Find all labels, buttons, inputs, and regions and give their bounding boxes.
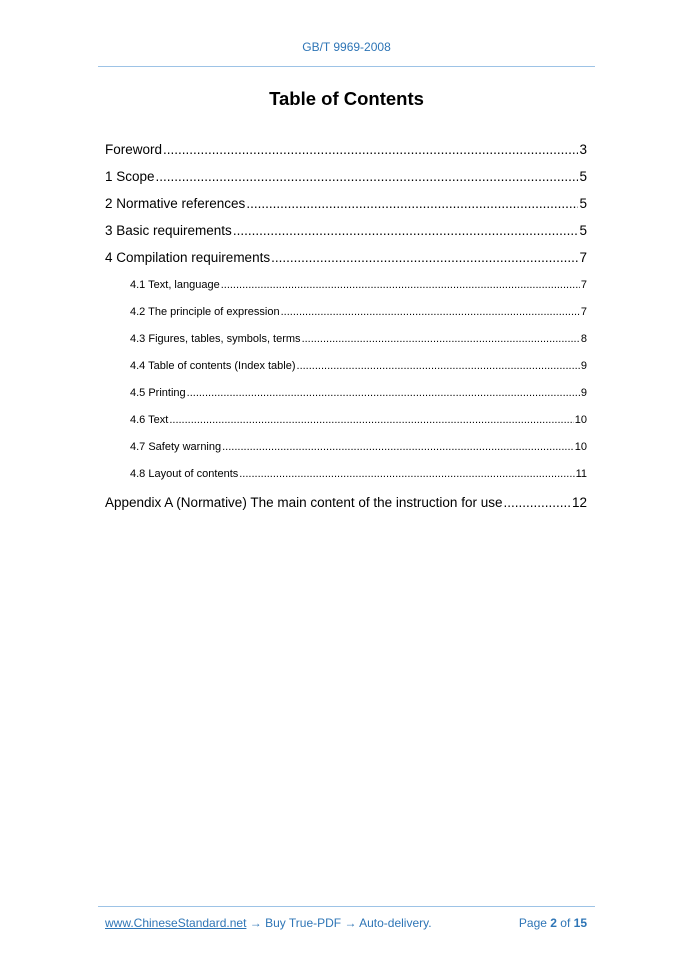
header-divider [98,66,595,67]
page-indicator [519,916,587,930]
toc-leader-dots [169,414,573,426]
standard-code: GB/T 9969-2008 [302,40,391,54]
toc-leader-dots [271,250,578,265]
toc-entry-safety-warning[interactable] [130,441,587,453]
toc-page-number: 11 [575,468,587,480]
total-pages: 15 [573,916,587,930]
toc-leader-dots [187,387,580,399]
toc-page-number: 9 [580,387,587,399]
toc-leader-dots [246,196,578,211]
page-prefix: Page [518,916,551,930]
toc-entry-foreword[interactable] [105,142,587,157]
toc-page-number: 7 [580,306,587,318]
toc-leader-dots [281,306,580,318]
toc-entry-scope[interactable] [105,169,587,184]
toc-entry-label: 4.8 Layout of contents [130,468,239,480]
toc-entry-label: Appendix A (Normative) The main content of the instruction for use [105,495,503,510]
toc-entry-label: 4.3 Figures, tables, symbols, terms [130,333,301,345]
toc-page-number: 9 [580,360,587,372]
footer-divider [98,906,595,907]
toc-entry-printing[interactable] [130,387,587,399]
toc-page-number: 3 [579,142,587,157]
toc-entry-label: 1 Scope [105,169,155,184]
toc-entry-label: 4.2 The principle of expression [130,306,280,318]
toc-page-number: 5 [579,196,587,211]
toc-entry-text[interactable] [130,414,587,426]
toc-entry-appendix-a[interactable] [105,495,587,510]
toc-leader-dots [221,279,580,291]
toc-entry-normative-references[interactable] [105,196,587,211]
footer-promo [105,916,432,930]
toc-leader-dots [222,441,574,453]
toc-entry-layout-of-contents[interactable] [130,468,587,480]
current-page-number: 2 [550,916,557,930]
toc-leader-dots [302,333,580,345]
page-of: of [556,916,574,930]
toc-page-number: 5 [579,169,587,184]
toc-page-number: 12 [571,495,587,510]
website-link[interactable]: www.ChineseStandard.net [105,916,247,930]
toc-entry-label: 4 Compilation requirements [105,250,271,265]
toc-page-number: 5 [579,223,587,238]
toc-entry-label: 4.1 Text, language [130,279,220,291]
toc-entry-basic-requirements[interactable] [105,223,587,238]
toc-page-number: 8 [580,333,587,345]
toc-page-number: 7 [580,279,587,291]
toc-leader-dots [233,223,579,238]
toc-entry-index-table[interactable] [130,360,587,372]
page-title: Table of Contents [269,88,424,109]
toc-page-number: 10 [574,441,587,453]
toc-leader-dots [297,360,580,372]
toc-entry-compilation-requirements[interactable] [105,250,587,265]
toc-leader-dots [156,169,579,184]
toc-entry-text-language[interactable] [130,279,587,291]
toc-page-number: 10 [574,414,587,426]
toc-leader-dots [239,468,574,480]
toc-entry-label: 4.5 Printing [130,387,186,399]
toc-entry-label: 4.6 Text [130,414,169,426]
toc-entry-label: 4.7 Safety warning [130,441,222,453]
page-header [0,40,693,54]
toc-entry-figures-tables[interactable] [130,333,587,345]
toc-leader-dots [163,142,578,157]
toc-entry-principle-of-expression[interactable] [130,306,587,318]
toc-entry-label: Foreword [105,142,163,157]
toc-leader-dots [503,495,571,510]
toc-entry-label: 3 Basic requirements [105,223,232,238]
toc-page-number: 7 [579,250,587,265]
promo-text: → Buy True-PDF → Auto-delivery. [246,916,432,930]
toc-entry-label: 4.4 Table of contents (Index table) [130,360,296,372]
toc-entry-label: 2 Normative references [105,196,246,211]
